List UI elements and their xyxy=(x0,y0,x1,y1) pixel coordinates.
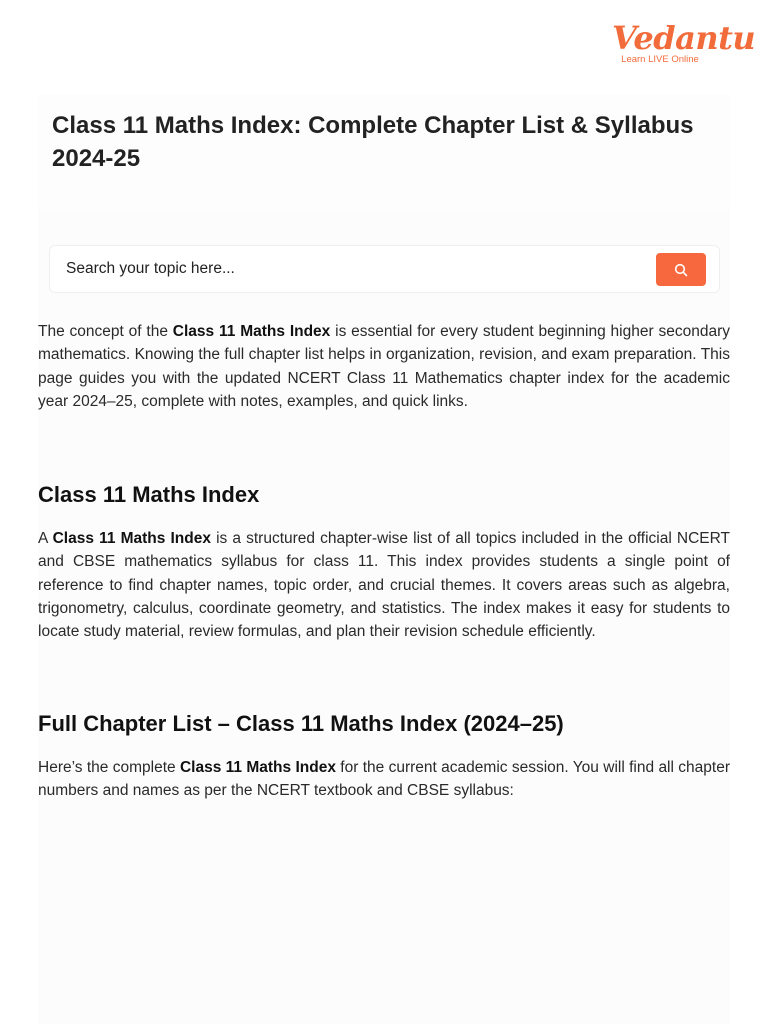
search-input[interactable] xyxy=(50,246,650,292)
full-list-text-end: for the current academic session. You will find all chapter numbers and names as per the NCERT textbook and CBSE syllabus: xyxy=(38,759,730,800)
intro-text-start: The concept of the xyxy=(38,323,173,340)
brand-tagline: Learn LIVE Online xyxy=(621,54,699,65)
index-paragraph xyxy=(38,527,730,643)
title-section xyxy=(38,95,730,210)
section-heading-index: Class 11 Maths Index xyxy=(38,482,260,507)
intro-text-end: is essential for every student beginning higher secondary mathematics. Knowing the full chapter list helps in organization, revision, and exam preparation. This page guides you with the updated NCERT Class 11 Mathematics chapter index for the academic year 2024–25, complete with notes, examples, and quick links. xyxy=(38,323,730,410)
index-keyword: Class 11 Maths Index xyxy=(52,530,211,547)
search-icon xyxy=(674,263,688,277)
search-bar xyxy=(49,245,720,293)
full-list-paragraph xyxy=(38,756,730,803)
section-heading-full-list: Full Chapter List – Class 11 Maths Index (2024–25) xyxy=(38,711,564,736)
brand-name: Vedantu xyxy=(612,19,756,57)
full-list-keyword: Class 11 Maths Index xyxy=(179,759,336,776)
full-list-text-start: Here’s the complete xyxy=(38,759,180,776)
index-text-end: is a structured chapter-wise list of all topics included in the official NCERT and CBSE mathematics syllabus for class 11. This index provides students a single point of reference to find chapter names, topic order, and crucial themes. It covers areas such as algebra, trigonometry, calculus, coordinate geometry, and statistics. The index makes it easy for students to locate study material, review formulas, and plan their revision schedule efficiently. xyxy=(38,530,730,641)
page-title: Class 11 Maths Index: Complete Chapter List & Syllabus 2024-25 xyxy=(52,112,694,172)
intro-keyword: Class 11 Maths Index xyxy=(172,323,331,340)
index-text-start: A xyxy=(38,530,53,547)
search-button[interactable] xyxy=(656,253,706,286)
intro-paragraph xyxy=(38,320,730,413)
brand-logo[interactable] xyxy=(612,19,756,66)
